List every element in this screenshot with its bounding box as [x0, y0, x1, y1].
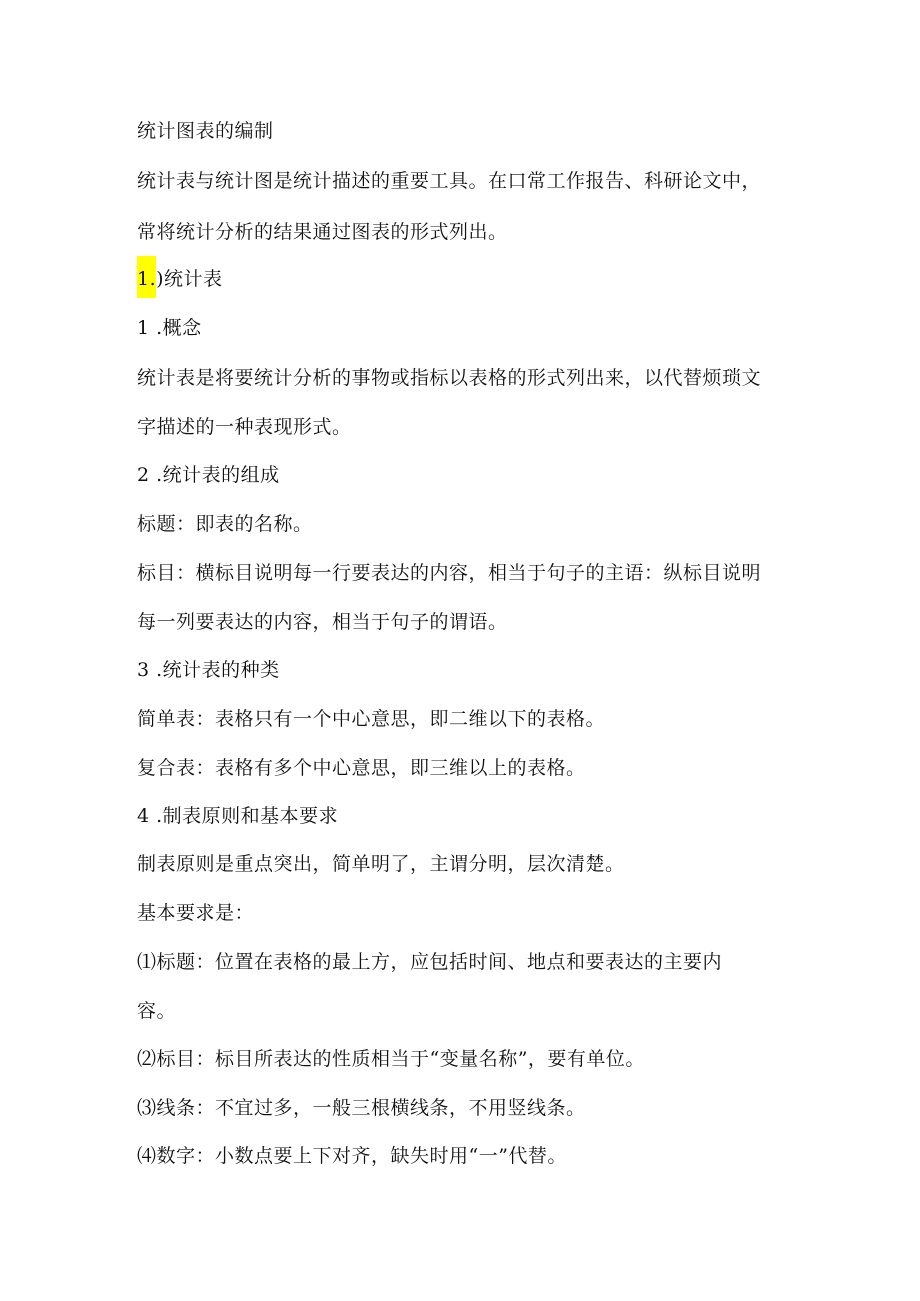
requirements-label: 基本要求是： [137, 902, 255, 924]
subheading-principles: 4 .制表原则和基本要求 [137, 805, 339, 827]
requirement-1-line-1: ⑴标题：位置在表格的最上方，应包括时间、地点和要表达的主要内 [137, 951, 723, 973]
types-complex-table: 复合表：表格有多个中心意思，即三维以上的表格。 [137, 757, 586, 779]
concept-line-2: 字描述的一种表现形式。 [137, 416, 352, 438]
requirement-3: ⑶线条：不宜过多，一般三根横线条，不用竖线条。 [137, 1097, 586, 1119]
composition-title-item: 标题：即表的名称。 [137, 513, 313, 535]
requirement-4: ⑷数字：小数点要上下对齐，缺失时用“一”代替。 [137, 1145, 567, 1167]
subheading-types: 3 .统计表的种类 [137, 659, 280, 681]
composition-heading-item-line-1: 标目：横标目说明每一行要表达的内容，相当于句子的主语：纵标目说明 [137, 562, 762, 584]
subheading-composition: 2 .统计表的组成 [137, 464, 280, 486]
highlighted-section-number: 1. [137, 256, 156, 298]
concept-line-1: 统计表是将要统计分析的事物或指标以表格的形式列出来，以代替烦琐文 [137, 367, 762, 389]
section-heading-stat-table [137, 266, 223, 292]
section-heading-label: )统计表 [156, 268, 223, 290]
intro-line-2: 常将统计分析的结果通过图表的形式列出。 [137, 221, 508, 243]
requirement-1-line-2: 容。 [137, 1000, 177, 1022]
principles-text: 制表原则是重点突出，简单明了，主谓分明，层次清楚。 [137, 853, 625, 875]
types-simple-table: 简单表：表格只有一个中心意思，即二维以下的表格。 [137, 708, 606, 730]
intro-line-1: 统计表与统计图是统计描述的重要工具。在口常工作报告、科研论文中， [137, 170, 762, 192]
subheading-concept: 1 .概念 [137, 317, 202, 339]
document-title: 统计图表的编制 [137, 120, 274, 142]
requirement-2: ⑵标目：标目所表达的性质相当于“变量名称”，要有单位。 [137, 1048, 645, 1070]
composition-heading-item-line-2: 每一列要表达的内容，相当于句子的谓语。 [137, 611, 508, 633]
